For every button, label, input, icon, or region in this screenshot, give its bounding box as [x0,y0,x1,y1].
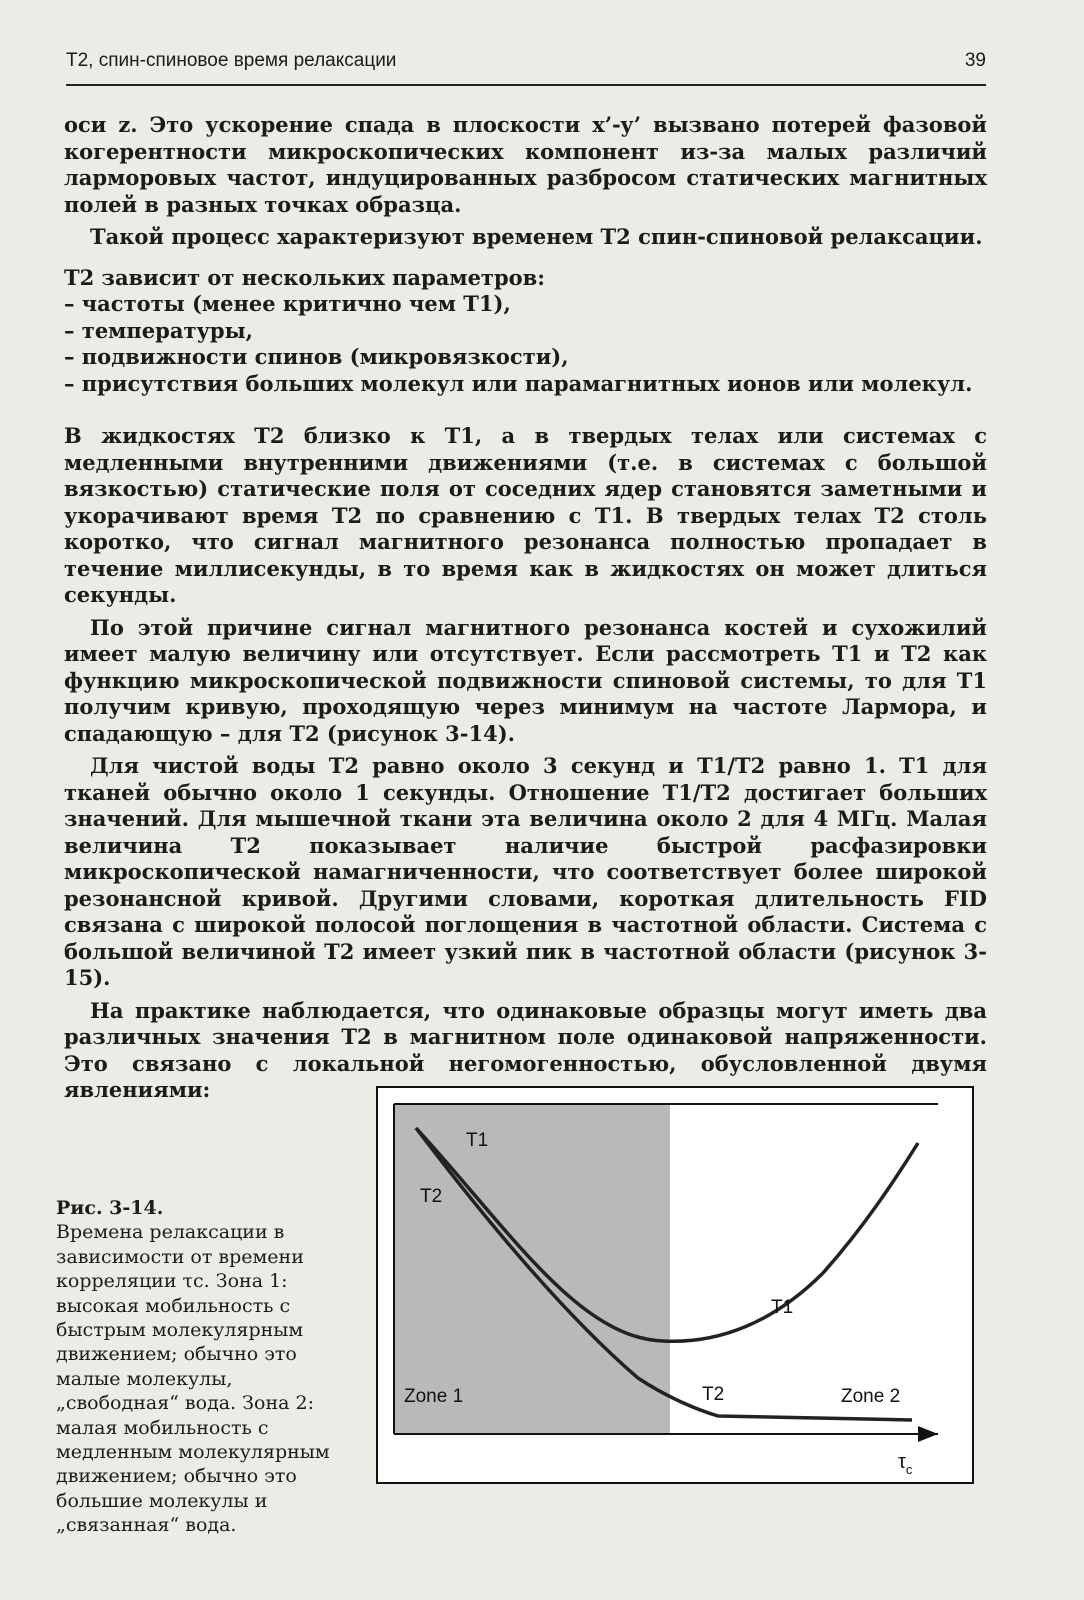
t1-upper-label: T1 [466,1130,489,1151]
figure-caption [56,1196,356,1538]
list-item: – присутствия больших молекул или парамагнитных ионов или молекул. [64,370,973,396]
parameter-list [64,291,987,397]
list-item: – подвижности спинов (микровязкости), [64,344,569,369]
paragraph-2: Такой процесс характеризуют временем T2 спин-спиновой релаксации. [90,224,983,249]
paragraph-5: По этой причине сигнал магнитного резонанса костей и сухожилий имеет малую величину или отсутствует. Если рассмотреть T1 и T2 как функцию микроскопической подвижности спиновой системы, то для T1 получим кривую, проходящую через минимум на частоте Лармора, и спадающую – для T2 (рисунок 3-14). [64,614,987,746]
relaxation-figure [376,1086,974,1484]
caption-text: Времена релаксации в зависимости от времени корреляции τc. Зона 1: высокая мобильность с быстрым молекулярным движением; обычно это малые молекулы, „свободная“ вода. Зона 2: малая мобильность с медленным молекулярным движением; обычно это большие молекулы и „связанная“ вода. [56,1221,330,1537]
caption-label: Рис. 3-14. [56,1197,164,1219]
tau-symbol: τ [898,1451,906,1473]
header-title: Т2, спин-спиновое время релаксации [66,50,397,71]
tau-subscript: c [905,1462,913,1477]
x-axis-label [898,1451,913,1477]
t2-upper-label: T2 [420,1186,443,1207]
list-item: – частоты (менее критично чем T1), [64,291,511,316]
zone-1-label: Zone 1 [404,1386,464,1407]
paragraph-7: На практике наблюдается, что одинаковые образцы могут иметь два различных значения T2 в магнитном поле одинаковой напряженности. Это связано с локальной негомогенностью, обусловленной двумя явлениями: [64,997,987,1102]
running-header [66,46,986,86]
list-item: – температуры, [64,317,253,343]
paragraph-6: Для чистой воды T2 равно около 3 секунд и T1/T2 равно 1. T1 для тканей обычно около 1 секунды. Отношение T1/T2 достигает больших значений. Для мышечной ткани эта величина около 2 для 4 МГц. Малая величина T2 показывает наличие быстрой расфазировки микроскопической намагниченности, что соответствует более широкой резонансной кривой. Другими словами, короткая длительность FID связана с широкой полосой поглощения в частотной области. Система с большой величиной T2 имеет узкий пик в частотной области (рисунок 3-15). [64,753,987,990]
page-number: 39 [964,50,986,71]
paragraph-1: оси z. Это ускорение спада в плоскости x’-y’ вызвано потерей фазовой когерентности микроскопических компонент из-за малых различий ларморовых частот, индуцированных разбросом статических магнитных полей в разных точках образца. [64,112,987,217]
zone-2-label: Zone 2 [841,1386,901,1407]
main-text [64,112,987,1104]
t1-lower-label: T1 [771,1297,794,1318]
t2-lower-label: T2 [702,1384,725,1405]
paragraph-4: В жидкостях T2 близко к T1, а в твердых телах или системах с медленными внутренними движениями (т.е. в системах с большой вязкостью) статические поля от соседних ядер становятся заметными и укорачивают время T2 по сравнению с T1. В твердых телах T2 столь коротко, что сигнал магнитного резонанса полностью пропадает в течение миллисекунды, в то время как в жидкостях он может длиться секунды. [64,423,987,607]
relaxation-diagram [378,1088,972,1482]
paragraph-3: T2 зависит от нескольких параметров: [64,264,545,290]
